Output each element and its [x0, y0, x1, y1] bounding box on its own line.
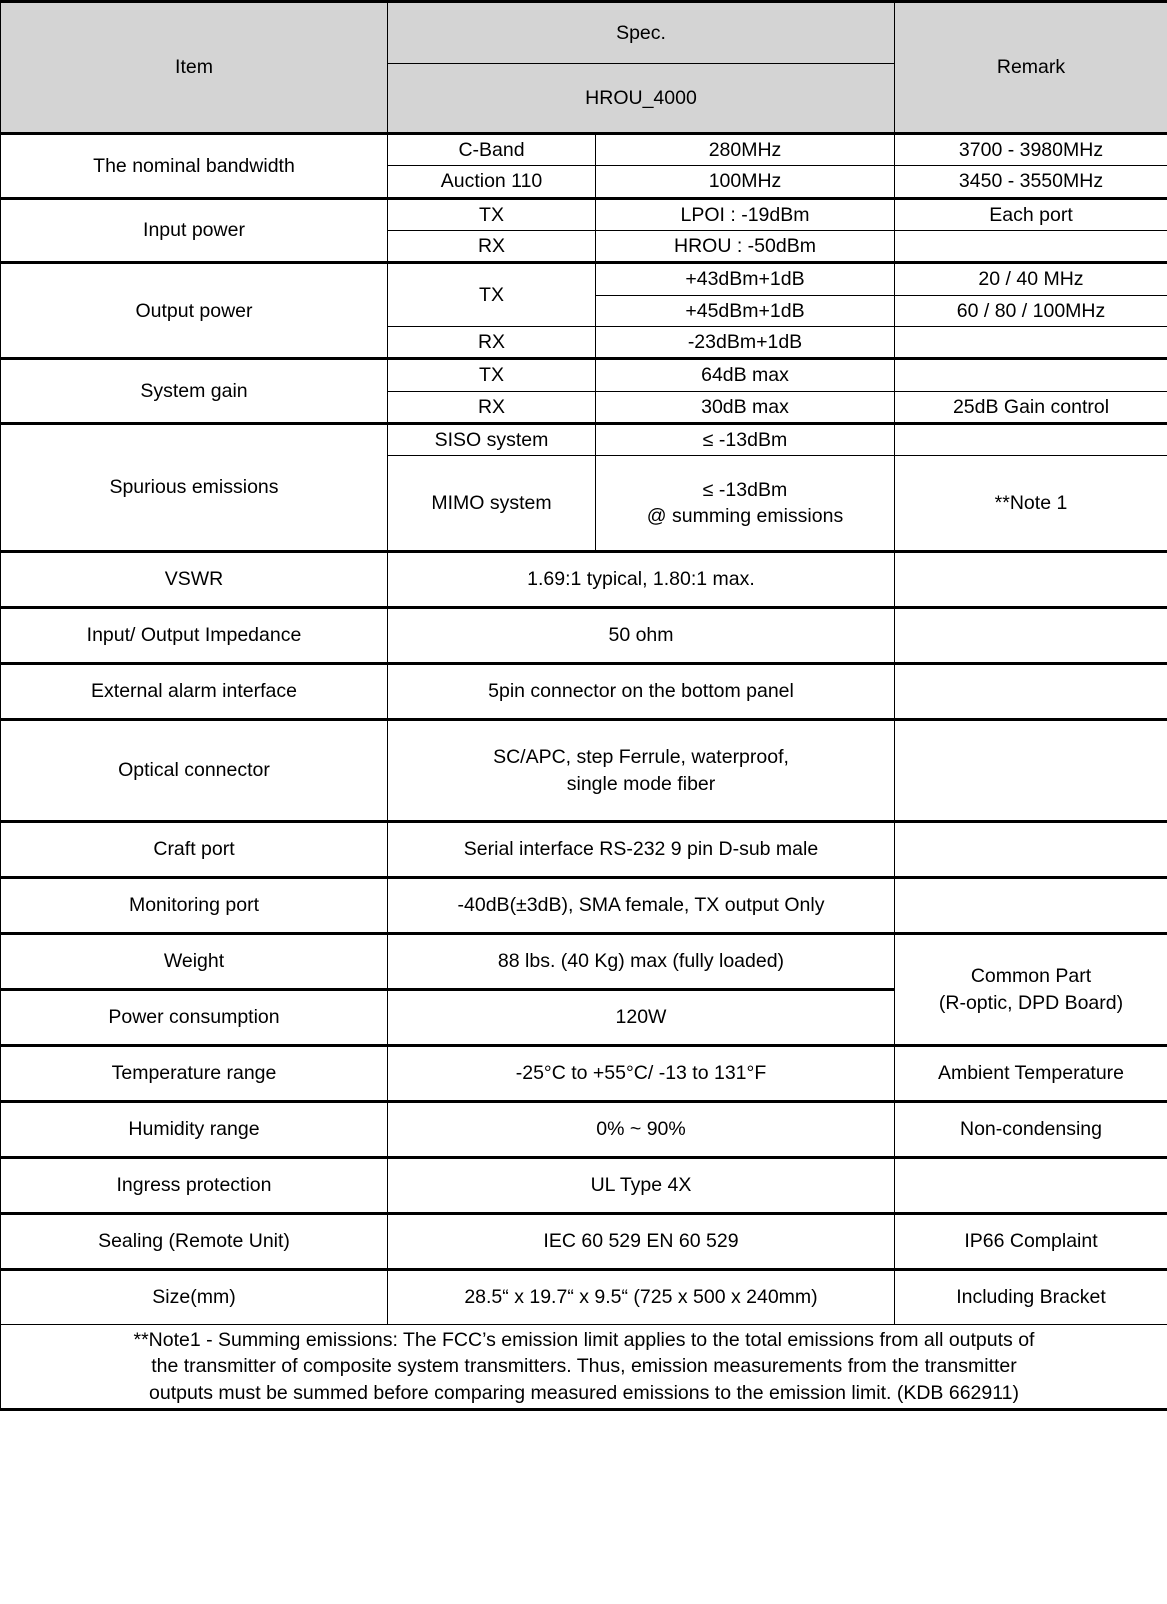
remark-value	[895, 720, 1167, 822]
remark-value	[895, 664, 1167, 720]
item-label: The nominal bandwidth	[1, 134, 388, 199]
table-row	[1, 263, 1167, 295]
remark-value: 25dB Gain control	[895, 391, 1167, 423]
footnote-row	[1, 1325, 1167, 1410]
spec-value: 30dB max	[596, 391, 895, 423]
spec-value: 64dB max	[596, 359, 895, 391]
remark-line1: Common Part	[970, 965, 1092, 988]
remark-value	[895, 326, 1167, 358]
spec-value: IEC 60 529 EN 60 529	[388, 1214, 895, 1270]
item-label: Optical connector	[1, 720, 388, 822]
item-label: VSWR	[1, 552, 388, 608]
footnote-line-3: outputs must be summed before comparing measured emissions to the emission limit. (KDB 662911)	[149, 1381, 1019, 1404]
spec-value: 28.5“ x 19.7“ x 9.5“ (725 x 500 x 240mm)	[388, 1270, 895, 1325]
remark-value: 3450 - 3550MHz	[895, 166, 1167, 198]
item-label: System gain	[1, 359, 388, 424]
item-label: Craft port	[1, 822, 388, 878]
table-row	[1, 822, 1167, 878]
item-label: Size(mm)	[1, 1270, 388, 1325]
spec-value: -40dB(±3dB), SMA female, TX output Only	[388, 878, 895, 934]
table-row	[1, 934, 1167, 990]
table-row	[1, 720, 1167, 822]
header-spec: Spec.	[388, 2, 895, 64]
header-model: HROU_4000	[388, 64, 895, 134]
spec-value: 280MHz	[596, 134, 895, 166]
spec-sub: TX	[388, 359, 596, 391]
header-item: Item	[1, 2, 388, 134]
spec-sub: TX	[388, 263, 596, 327]
item-label: Input power	[1, 198, 388, 263]
item-label: Power consumption	[1, 990, 388, 1046]
remark-value: 3700 - 3980MHz	[895, 134, 1167, 166]
remark-value	[895, 822, 1167, 878]
spec-value: LPOI : -19dBm	[596, 198, 895, 230]
table-row	[1, 198, 1167, 230]
table-row	[1, 423, 1167, 455]
remark-value	[895, 423, 1167, 455]
remark-value: IP66 Complaint	[895, 1214, 1167, 1270]
spec-value: UL Type 4X	[388, 1158, 895, 1214]
remark-value	[895, 230, 1167, 262]
spec-value-line1: ≤ -13dBm	[702, 478, 788, 501]
footnote-line-1: **Note1 - Summing emissions: The FCC’s emission limit applies to the total emissions from all outputs of	[133, 1329, 1035, 1352]
table-row	[1, 1102, 1167, 1158]
spec-value: 88 lbs. (40 Kg) max (fully loaded)	[388, 934, 895, 990]
remark-value: 20 / 40 MHz	[895, 263, 1167, 295]
spec-value: -23dBm+1dB	[596, 326, 895, 358]
remark-line2: (R-optic, DPD Board)	[938, 991, 1124, 1014]
spec-value-line1: SC/APC, step Ferrule, waterproof,	[493, 746, 789, 769]
table-row	[1, 359, 1167, 391]
item-label: Weight	[1, 934, 388, 990]
spec-value: 100MHz	[596, 166, 895, 198]
spec-sub: RX	[388, 391, 596, 423]
spec-sub: SISO system	[388, 423, 596, 455]
remark-value: Non-condensing	[895, 1102, 1167, 1158]
table-row	[1, 1158, 1167, 1214]
spec-sub: RX	[388, 230, 596, 262]
remark-value: Ambient Temperature	[895, 1046, 1167, 1102]
spec-value: 1.69:1 typical, 1.80:1 max.	[388, 552, 895, 608]
table-row	[1, 1270, 1167, 1325]
remark-value	[895, 878, 1167, 934]
spec-value: -25°C to +55°C/ -13 to 131°F	[388, 1046, 895, 1102]
remark-value: **Note 1	[895, 456, 1167, 552]
spec-value: Serial interface RS-232 9 pin D-sub male	[388, 822, 895, 878]
spec-value: ≤ -13dBm	[596, 423, 895, 455]
spec-value: 50 ohm	[388, 608, 895, 664]
spec-value-line2: @ summing emissions	[646, 505, 844, 528]
spec-value-line2: single mode fiber	[566, 772, 716, 795]
spec-sub: MIMO system	[388, 456, 596, 552]
spec-value: 0% ~ 90%	[388, 1102, 895, 1158]
table-row	[1, 1214, 1167, 1270]
spec-sub: C-Band	[388, 134, 596, 166]
spec-value	[388, 720, 895, 822]
table-row	[1, 552, 1167, 608]
item-label: Ingress protection	[1, 1158, 388, 1214]
table-header-row-1	[1, 2, 1167, 64]
spec-sub: RX	[388, 326, 596, 358]
remark-value: Each port	[895, 198, 1167, 230]
item-label: Humidity range	[1, 1102, 388, 1158]
item-label: Temperature range	[1, 1046, 388, 1102]
spec-sub: TX	[388, 198, 596, 230]
item-label: Output power	[1, 263, 388, 359]
remark-value	[895, 1158, 1167, 1214]
item-label: Sealing (Remote Unit)	[1, 1214, 388, 1270]
table-row	[1, 878, 1167, 934]
remark-value	[895, 608, 1167, 664]
table-row	[1, 664, 1167, 720]
footnote-line-2: the transmitter of composite system transmitters. Thus, emission measurements from the transmitter	[151, 1355, 1017, 1378]
table-row	[1, 608, 1167, 664]
table-row	[1, 134, 1167, 166]
remark-value: 60 / 80 / 100MHz	[895, 295, 1167, 326]
item-label: Input/ Output Impedance	[1, 608, 388, 664]
item-label: Spurious emissions	[1, 423, 388, 551]
spec-value: +43dBm+1dB	[596, 263, 895, 295]
remark-value	[895, 359, 1167, 391]
spec-value	[596, 456, 895, 552]
spec-value: 5pin connector on the bottom panel	[388, 664, 895, 720]
item-label: Monitoring port	[1, 878, 388, 934]
spec-value: HROU : -50dBm	[596, 230, 895, 262]
spec-value: +45dBm+1dB	[596, 295, 895, 326]
item-label: External alarm interface	[1, 664, 388, 720]
table-row	[1, 1046, 1167, 1102]
remark-value-merged	[895, 934, 1167, 1046]
remark-value: Including Bracket	[895, 1270, 1167, 1325]
remark-value	[895, 552, 1167, 608]
footnote-block	[1, 1325, 1167, 1410]
spec-value: 120W	[388, 990, 895, 1046]
header-remark: Remark	[895, 2, 1167, 134]
spec-sub: Auction 110	[388, 166, 596, 198]
